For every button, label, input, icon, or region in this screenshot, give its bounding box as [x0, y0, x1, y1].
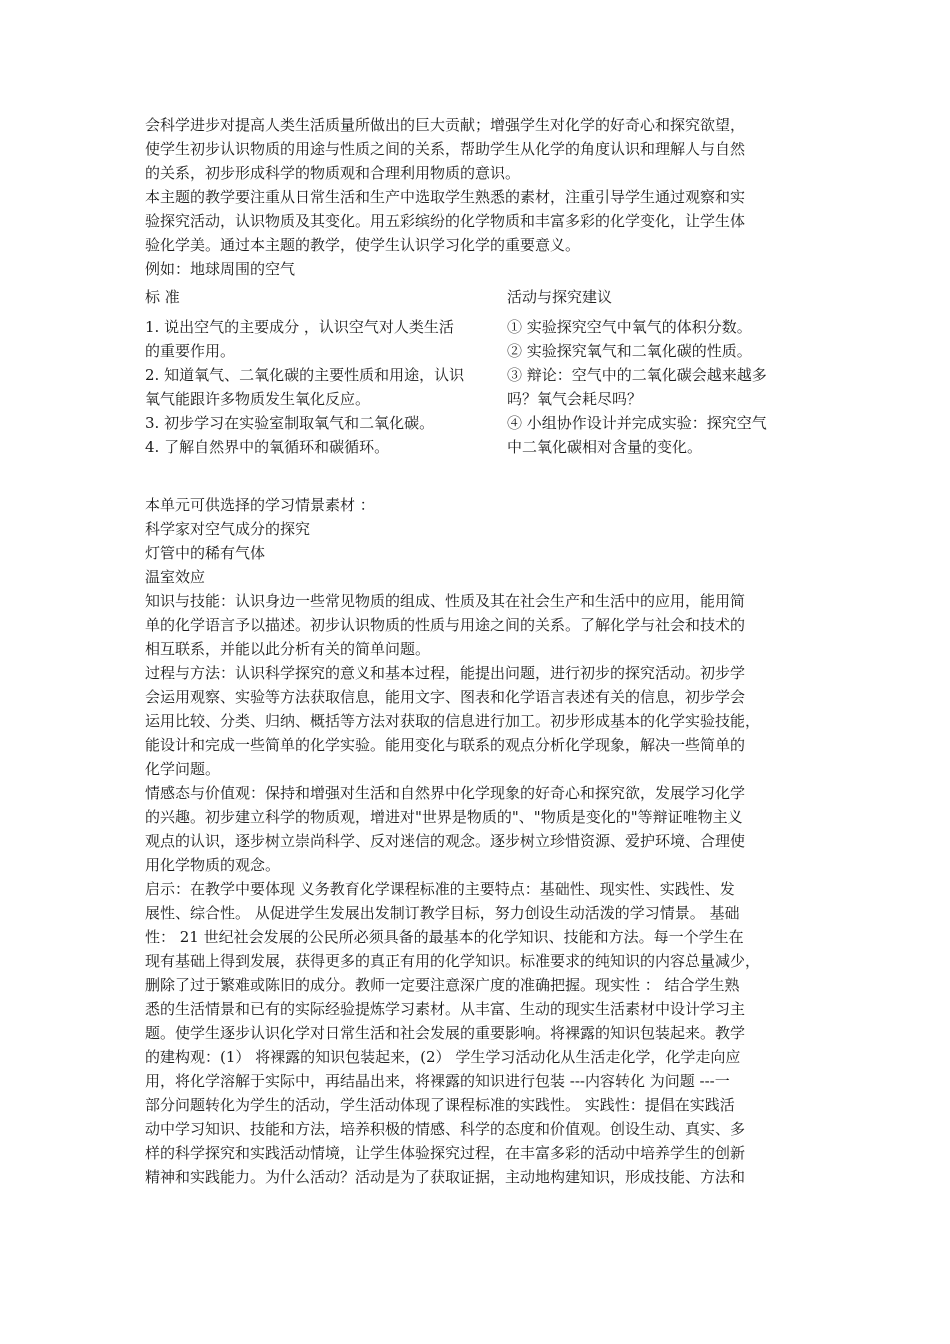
text-line: 验探究活动，认识物质及其变化。用五彩缤纷的化学物质和丰富多彩的化学变化，让学生体 [145, 212, 746, 230]
spacer [145, 459, 809, 493]
activities-header: 活动与探究建议 [507, 288, 613, 306]
text-line: 展性、综合性。 从促进学生发展出发制订教学目标，努力创设生动活泼的学习情景。 基础 [145, 904, 740, 922]
activity-line: ② 实验探究氧气和二氧化碳的性质。 [507, 342, 752, 360]
document-page [145, 113, 809, 1189]
text-line: 题。使学生逐步认识化学对日常生活和社会发展的重要影响。将裸露的知识包装起来。教学 [145, 1024, 746, 1042]
text-line: 删除了过于繁难或陈旧的成分。教师一定要注意深广度的准确把握。现实性 ： 结合学生熟 [145, 976, 740, 994]
text-line: 例如：地球周围的空气 [145, 260, 296, 278]
example-line [145, 257, 809, 281]
text-line: 本主题的教学要注重从日常生活和生产中选取学生熟悉的素材，注重引导学生通过观察和实 [145, 188, 746, 206]
text-line: 的兴趣。初步建立科学的物质观，增进对"世界是物质的"、"物质是变化的"等辩证唯物主义 [145, 808, 743, 826]
knowledge-paragraph [145, 589, 809, 661]
material-item: 灯管中的稀有气体 [145, 544, 266, 562]
activity-line: ④ 小组协作设计并完成实验：探究空气 [507, 414, 767, 432]
activity-line: 吗？氧气会耗尽吗？ [507, 390, 643, 408]
text-line: 悉的生活情景和已有的实际经验提炼学习素材。从丰富、生动的现实生活素材中设计学习主 [145, 1000, 746, 1018]
text-line: 现有基础上得到发展，获得更多的真正有用的化学知识。标准要求的纯知识的内容总量减少， [145, 952, 761, 970]
activities-column [507, 285, 809, 459]
text-line: 知识与技能：认识身边一些常见物质的组成、性质及其在社会生产和生活中的应用，能用简 [145, 592, 746, 610]
text-line: 精神和实践能力。为什么活动？活动是为了获取证据，主动地构建知识，形成技能、方法和 [145, 1168, 746, 1186]
process-paragraph [145, 661, 809, 781]
standard-line: 4. 了解自然界中的氧循环和碳循环。 [145, 438, 390, 456]
text-line: 的建构观：(1） 将裸露的知识包装起来，(2） 学生学习活动化从生活走化学，化学走向应 [145, 1048, 741, 1066]
activities-list [507, 315, 809, 459]
text-line: 的关系，初步形成科学的物质观和合理利用物质的意识。 [145, 164, 521, 182]
activity-line: 中二氧化碳相对含量的变化。 [507, 438, 703, 456]
text-line: 使学生初步认识物质的用途与性质之间的关系，帮助学生从化学的角度认识和理解人与自然 [145, 140, 746, 158]
text-line: 情感态与价值观：保持和增强对生活和自然界中化学现象的好奇心和探究欲，发展学习化学 [145, 784, 746, 802]
activity-line: ③ 辩论：空气中的二氧化碳会越来越多 [507, 366, 767, 384]
standards-table [145, 285, 809, 459]
standards-list [145, 315, 507, 459]
text-line: 过程与方法：认识科学探究的意义和基本过程，能提出问题，进行初步的探究活动。初步学 [145, 664, 746, 682]
standard-line: 2. 知道氧气、二氧化碳的主要性质和用途，认识 [145, 366, 465, 384]
text-line: 观点的认识，逐步树立崇尚科学、反对迷信的观念。逐步树立珍惜资源、爱护环境、合理使 [145, 832, 746, 850]
teaching-paragraph [145, 185, 809, 257]
text-line: 样的科学探究和实践活动情境，让学生体验探究过程，在丰富多彩的活动中培养学生的创新 [145, 1144, 746, 1162]
text-line: 运用比较、分类、归纳、概括等方法对获取的信息进行加工。初步形成基本的化学实验技能， [145, 712, 761, 730]
text-line: 会科学进步对提高人类生活质量所做出的巨大贡献；增强学生对化学的好奇心和探究欲望， [145, 116, 746, 134]
text-line: 化学问题。 [145, 760, 221, 778]
standard-line: 氧气能跟许多物质发生氧化反应。 [145, 390, 371, 408]
text-line: 用，将化学溶解于实际中，再结晶出来，将裸露的知识进行包装 ---内容转化 为问题 ---一 [145, 1072, 730, 1090]
text-line: 部分问题转化为学生的活动，学生活动体现了课程标准的实践性。 实践性：提倡在实践活 [145, 1096, 735, 1114]
standard-line: 1. 说出空气的主要成分 ，认识空气对人类生活 [145, 318, 454, 336]
intro-paragraph [145, 113, 809, 185]
text-line: 性： 21 世纪社会发展的公民所必须具备的最基本的化学知识、技能和方法。每一个学生在 [145, 928, 744, 946]
text-line: 动中学习知识、技能和方法，培养积极的情感、科学的态度和价值观。创设生动、真实、多 [145, 1120, 746, 1138]
text-line: 验化学美。通过本主题的教学，使学生认识学习化学的重要意义。 [145, 236, 581, 254]
emotion-paragraph [145, 781, 809, 877]
materials-heading: 本单元可供选择的学习情景素材 ： [145, 496, 375, 514]
text-line: 能设计和完成一些简单的化学实验。能用变化与联系的观点分析化学现象，解决一些简单的 [145, 736, 746, 754]
activity-line: ① 实验探究空气中氧气的体积分数。 [507, 318, 752, 336]
standards-header: 标 准 [145, 288, 180, 306]
text-line: 启示：在教学中要体现 义务教育化学课程标准的主要特点：基础性、现实性、实践性、发 [145, 880, 735, 898]
standard-line: 3. 初步学习在实验室制取氧气和二氧化碳。 [145, 414, 435, 432]
text-line: 相互联系，并能以此分析有关的简单问题。 [145, 640, 431, 658]
standards-column [145, 285, 507, 459]
text-line: 用化学物质的观念。 [145, 856, 281, 874]
material-item: 温室效应 [145, 568, 206, 586]
standard-line: 的重要作用。 [145, 342, 236, 360]
text-line: 单的化学语言予以描述。初步认识物质的性质与用途之间的关系。了解化学与社会和技术的 [145, 616, 746, 634]
text-line: 会运用观察、实验等方法获取信息，能用文字、图表和化学语言表述有关的信息，初步学会 [145, 688, 746, 706]
materials-section [145, 493, 809, 589]
inspiration-paragraph [145, 877, 809, 1189]
material-item: 科学家对空气成分的探究 [145, 520, 311, 538]
